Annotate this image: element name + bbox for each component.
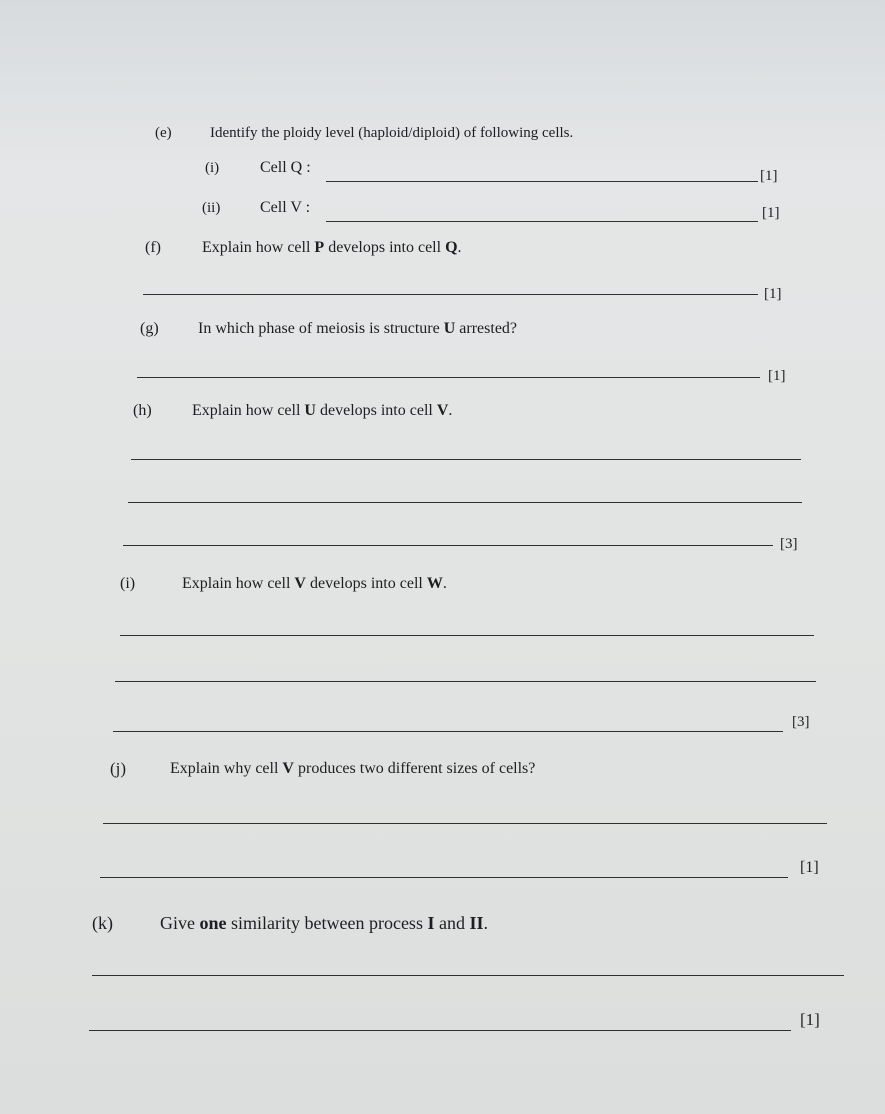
answer-line-j-1[interactable] xyxy=(103,823,827,824)
question-k-text: Give one similarity between process I and II. xyxy=(160,913,488,933)
question-e-i-text: Cell Q : xyxy=(260,159,311,176)
marks-h: [3] xyxy=(780,536,798,552)
marks-e-i: [1] xyxy=(760,168,778,184)
answer-line-h-1[interactable] xyxy=(131,459,801,460)
marks-g: [1] xyxy=(768,368,786,384)
marks-f: [1] xyxy=(764,286,782,302)
question-e-ii-text: Cell V : xyxy=(260,199,311,216)
question-h-label: (h) xyxy=(133,402,152,419)
marks-i: [3] xyxy=(792,714,810,730)
answer-line-e-ii[interactable] xyxy=(326,221,758,222)
question-j-label: (j) xyxy=(110,759,127,778)
marks-e-ii: [1] xyxy=(762,205,780,221)
question-g-text: In which phase of meiosis is structure U arrested? xyxy=(198,320,518,337)
answer-line-e-i[interactable] xyxy=(326,181,758,182)
answer-line-i-2[interactable] xyxy=(115,681,816,682)
question-e-i-label: (i) xyxy=(205,160,220,176)
answer-line-f[interactable] xyxy=(143,294,758,295)
question-e-ii-label: (ii) xyxy=(202,200,221,216)
question-j-text: Explain why cell V produces two different sizes of cells? xyxy=(170,760,536,777)
answer-line-i-3[interactable] xyxy=(113,731,783,732)
answer-line-h-2[interactable] xyxy=(128,502,802,503)
answer-line-j-2[interactable] xyxy=(100,877,788,878)
question-g-label: (g) xyxy=(140,320,159,337)
question-f-label: (f) xyxy=(145,239,161,256)
marks-k: [1] xyxy=(800,1010,820,1029)
question-i-label: (i) xyxy=(120,575,136,592)
question-i-text: Explain how cell V develops into cell W. xyxy=(182,575,447,592)
question-k-label: (k) xyxy=(92,913,113,933)
answer-line-g[interactable] xyxy=(137,377,760,378)
answer-line-k-2[interactable] xyxy=(89,1030,791,1031)
answer-line-k-1[interactable] xyxy=(92,975,844,976)
answer-line-h-3[interactable] xyxy=(123,545,773,546)
question-h-text: Explain how cell U develops into cell V. xyxy=(192,402,453,419)
marks-j: [1] xyxy=(800,859,819,876)
question-e-label: (e) xyxy=(155,125,172,141)
question-e-text: Identify the ploidy level (haploid/diploid) of following cells. xyxy=(210,125,574,141)
question-f-text: Explain how cell P develops into cell Q. xyxy=(202,239,462,256)
answer-line-i-1[interactable] xyxy=(120,635,814,636)
